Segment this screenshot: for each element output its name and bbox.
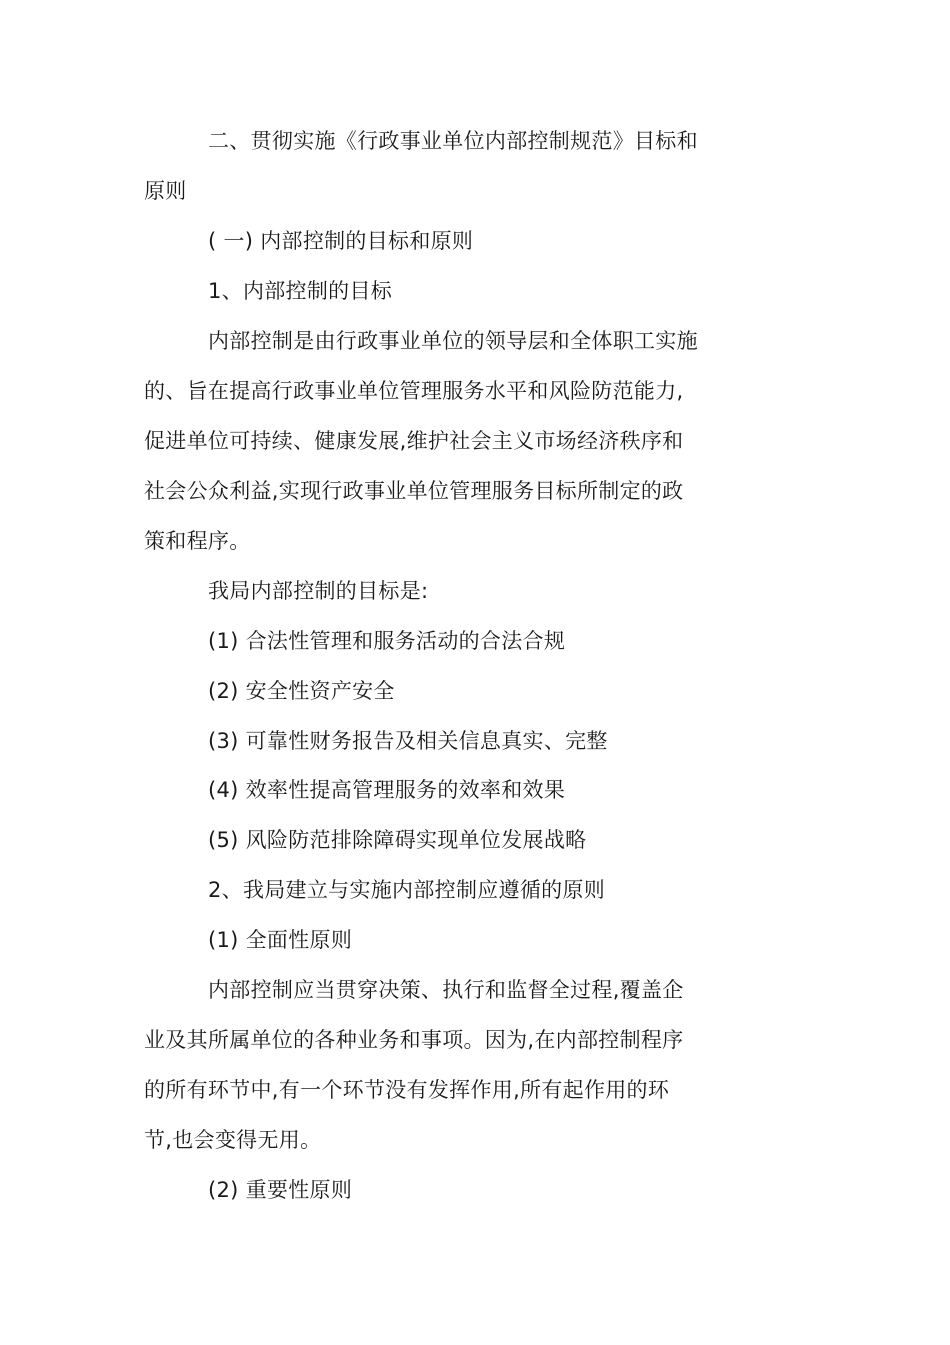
goals-intro: 我局内部控制的目标是: — [208, 579, 429, 603]
paragraph-line: 内部控制是由行政事业单位的领导层和全体职工实施 — [208, 329, 698, 353]
goal-item: (1) 合法性管理和服务活动的合法合规 — [208, 629, 566, 653]
paragraph-line: 节,也会变得无用。 — [144, 1128, 322, 1152]
principle-title: (1) 全面性原则 — [208, 928, 353, 952]
section-heading: 二、贯彻实施《行政事业单位内部控制规范》目标和 — [208, 129, 698, 153]
paragraph-line: 策和程序。 — [144, 529, 251, 553]
goal-item: (5) 风险防范排除障碍实现单位发展战略 — [208, 828, 587, 852]
subsection-title: ( 一) 内部控制的目标和原则 — [208, 229, 474, 253]
goal-item: (2) 安全性资产安全 — [208, 679, 395, 703]
principle-title: (2) 重要性原则 — [208, 1178, 353, 1202]
paragraph-line: 的所有环节中,有一个环节没有发挥作用,所有起作用的环 — [144, 1078, 670, 1102]
goal-item: (4) 效率性提高管理服务的效率和效果 — [208, 778, 566, 802]
paragraph-line: 业及其所属单位的各种业务和事项。因为,在内部控制程序 — [144, 1028, 684, 1052]
item-title: 2、我局建立与实施内部控制应遵循的原则 — [208, 878, 606, 902]
paragraph-line: 内部控制应当贯穿决策、执行和监督全过程,覆盖企 — [208, 978, 684, 1002]
paragraph-line: 促进单位可持续、健康发展,维护社会主义市场经济秩序和 — [144, 429, 684, 453]
section-heading-continued: 原则 — [144, 179, 187, 203]
goal-item: (3) 可靠性财务报告及相关信息真实、完整 — [208, 729, 608, 753]
paragraph-line: 的、旨在提高行政事业单位管理服务水平和风险防范能力, — [144, 379, 684, 403]
item-title: 1、内部控制的目标 — [208, 279, 393, 303]
paragraph-line: 社会公众利益,实现行政事业单位管理服务目标所制定的政 — [144, 479, 684, 503]
